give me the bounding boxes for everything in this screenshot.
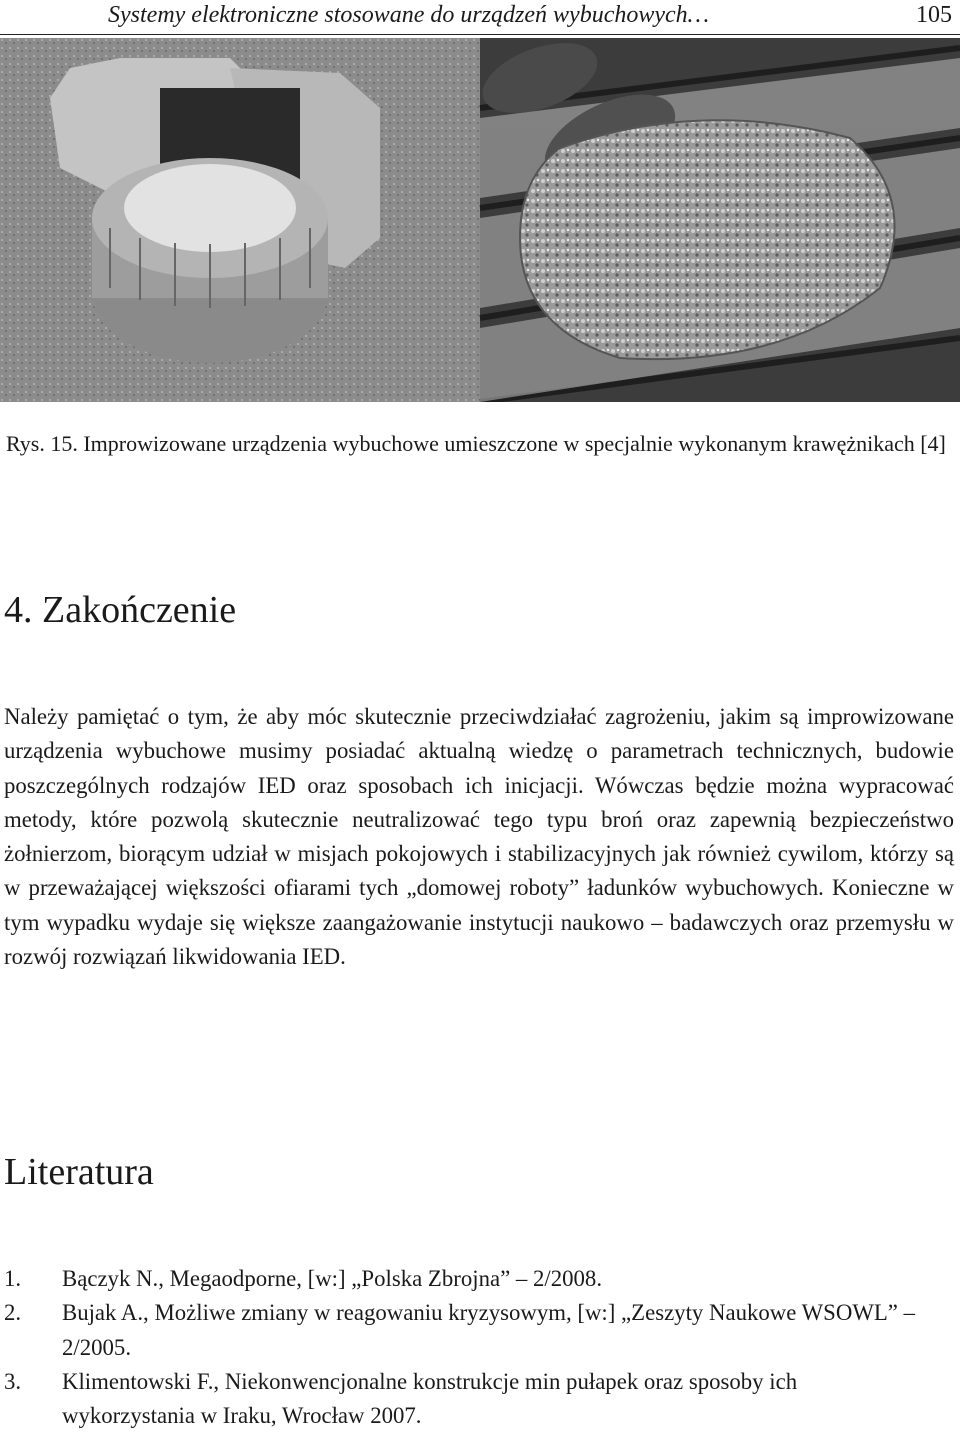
reference-text: Bączyk N., Megaodporne, [w:] „Polska Zbrojna” – 2/2008. (62, 1266, 603, 1291)
figure-caption: Rys. 15. Improwizowane urządzenia wybuchowe umieszczone w specjalnie wykonanym krawężnikach [4] (6, 431, 946, 456)
running-title: Systemy elektroniczne stosowane do urządzeń wybuchowych… (108, 2, 709, 28)
running-header (0, 0, 960, 35)
section-paragraph: Należy pamiętać o tym, że aby móc skutecznie przeciwdziałać zagrożeniu, jakim są improwizowane urządzenia wybuchowe musimy posiadać aktualną wiedzę o parametrach technicznych, budowie poszczególnych rodzajów IED oraz sposobach ich inicjacji. Wówczas będzie można wypracować metody, które pozwolą skutecznie neutralizować tego typu broń oraz zapewnią bezpieczeństwo żołnierzom, biorącym udział w misjach pokojowych i stabilizacyjnych jak również cywilom, którzy są w przeważającej większości ofiarami tych „domowej roboty” ładunków wybuchowych. Konieczne w tym wypadku wydaje się większe zaangażowanie instytucji naukowo – badawczych oraz przemysłu w rozwój rozwiązań likwidowania IED. (4, 704, 954, 970)
reference-text: Bujak A., Możliwe zmiany w reagowaniu kryzysowym, [w:] „Zeszyty Naukowe WSOWL” – 2/2005. (62, 1300, 915, 1360)
reference-item (4, 1365, 934, 1434)
page-number: 105 (916, 2, 952, 28)
reference-number: 3. (4, 1368, 22, 1394)
reference-list (4, 1262, 934, 1433)
reference-item (4, 1296, 934, 1365)
reference-number: 2. (4, 1300, 22, 1326)
figure-photo (0, 38, 960, 402)
reference-text: Klimentowski F., Niekonwencjonalne konstrukcje min pułapek oraz sposoby ich wykorzystania w Iraku, Wrocław 2007. (62, 1368, 798, 1429)
reference-number: 1. (4, 1266, 22, 1291)
figure-photo-drawing (0, 38, 960, 402)
literature-title: Literatura (4, 1151, 154, 1193)
reference-item (4, 1262, 934, 1296)
section-title: 4. Zakończenie (4, 589, 237, 631)
